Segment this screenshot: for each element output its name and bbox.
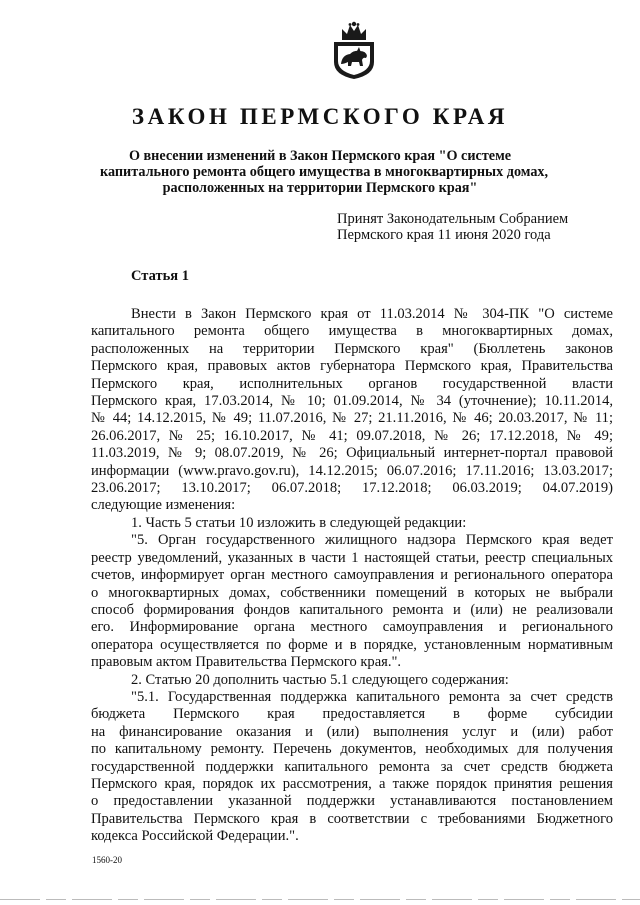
coat-of-arms-emblem-icon <box>330 20 378 80</box>
document-code: 1560-20 <box>92 855 122 865</box>
text-line: бюджета Пермского края предоставляется в форме субсидии <box>91 706 613 723</box>
article-heading: Статья 1 <box>131 268 189 284</box>
text-line: реестр уведомлений, указанных в части 1 настоящей статьи, реестр специальных <box>91 549 613 566</box>
text-line: о многоквартирных домах, собственники помещений в которых не выбрали <box>91 584 613 601</box>
adoption-note <box>337 211 627 243</box>
text-line: 2. Статью 20 дополнить частью 5.1 следующего содержания: <box>131 671 509 688</box>
text-line: Пермского края, порядок их рассмотрения, а также порядок принятия решения <box>91 775 613 792</box>
adoption-line: Пермского края 11 июня 2020 года <box>337 227 551 243</box>
text-line: Правительства Пермского края в соответствии с требованиями Бюджетного <box>91 810 613 827</box>
text-line: следующие изменения: <box>91 497 236 514</box>
text-line: 23.06.2017; 13.10.2017; 06.07.2018; 17.12.2018; 06.03.2019; 04.07.2019) <box>91 480 613 497</box>
text-line: кодекса Российской Федерации.". <box>91 828 299 845</box>
text-line: "5. Орган государственного жилищного надзора Пермского края ведет <box>131 532 613 549</box>
paragraph <box>91 515 613 532</box>
text-line: по капитальному ремонту. Перечень документов, необходимых для получения <box>91 741 613 758</box>
text-line: 1. Часть 5 статьи 10 изложить в следующей редакции: <box>131 514 467 531</box>
text-line: Пермского края, правовых актов губернатора Пермского края, Правительства <box>91 358 613 375</box>
paragraph <box>91 672 613 689</box>
text-line: на финансирование оказания и (или) выполнения услуг и (или) работ <box>91 723 613 740</box>
adoption-line: Принят Законодательным Собранием <box>337 211 569 227</box>
page-title: ЗАКОН ПЕРМСКОГО КРАЯ <box>131 104 509 129</box>
subtitle-line: О внесении изменений в Закон Пермского края "О системе <box>128 148 512 164</box>
text-line: № 44; 14.12.2015, № 49; 11.07.2016, № 27; 21.11.2016, № 46; 20.03.2017, № 11; <box>91 410 613 427</box>
text-line: Внести в Закон Пермского края от 11.03.2014 № 304-ПК "О системе <box>131 306 613 322</box>
scan-edge-rule <box>0 898 640 901</box>
text-line: способ формирования фондов капитального ремонта и (или) не реализовали <box>91 601 613 618</box>
text-line: счетов, информирует орган местного самоуправления и регионального оператора <box>91 567 613 584</box>
paragraph <box>91 689 613 846</box>
subtitle-line: расположенных на территории Пермского края" <box>162 180 478 196</box>
subtitle-line: капитального ремонта общего имущества в многоквартирных домах, <box>100 164 549 180</box>
document-subtitle <box>100 148 549 196</box>
paragraph <box>91 306 613 515</box>
text-line: расположенных на территории Пермского края" (Бюллетень законов <box>91 340 613 357</box>
text-line: его. Информирование органа местного самоуправления и регионального <box>91 619 613 636</box>
text-line: о предоставлении указанной поддержки устанавливаются постановлением <box>91 793 613 810</box>
text-line: капитального ремонта общего имущества в многоквартирных домах, <box>91 323 613 340</box>
text-line: информации (www.pravo.gov.ru), 14.12.2015; 06.07.2016; 17.11.2016; 13.03.2017; <box>91 462 613 479</box>
text-line: 11.03.2019, № 9; 08.07.2019, № 26; Официальный интернет-портал правовой <box>91 445 613 462</box>
paragraph <box>91 532 613 671</box>
text-line: Пермского края, исполнительных органов государственной власти <box>91 375 613 392</box>
text-line: "5.1. Государственная поддержка капитального ремонта за счет средств <box>131 688 613 705</box>
text-line: 26.06.2017, № 25; 16.10.2017, № 41; 09.07.2018, № 26; 17.12.2018, № 49; <box>91 427 613 444</box>
text-line: Пермского края, 17.03.2014, № 10; 01.09.2014, № 34 (уточнение); 10.11.2014, <box>91 393 613 410</box>
text-line: оператора осуществляется по форме и в порядке, установленным нормативным <box>91 636 613 653</box>
text-line: государственной поддержки капитального ремонта за счет средств бюджета <box>91 758 613 775</box>
text-line: правовым актом Правительства Пермского края.". <box>91 654 402 671</box>
document-body <box>91 306 613 846</box>
